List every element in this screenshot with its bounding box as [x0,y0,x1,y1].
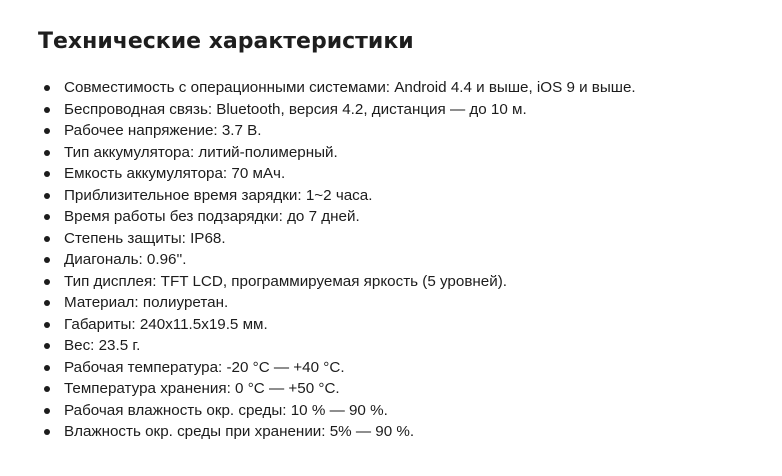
list-item [42,120,777,142]
spec-text: Габариты: 240x11.5x19.5 мм. [64,315,268,333]
list-item [42,335,777,357]
bullet-icon [44,85,50,91]
bullet-icon [44,429,50,435]
list-item [42,206,777,228]
list-item [42,314,777,336]
list-item [42,185,777,207]
bullet-icon [44,322,50,328]
bullet-icon [44,300,50,306]
spec-text: Емкость аккумулятора: 70 мАч. [64,165,286,182]
spec-text: Диагональ: 0.96''. [64,251,187,268]
list-item [42,228,777,250]
list-item [42,163,777,185]
bullet-icon [44,257,50,263]
bullet-icon [44,107,50,113]
spec-text: Тип аккумулятора: литий-полимерный. [64,143,338,161]
bullet-icon [44,150,50,156]
bullet-icon [44,408,50,414]
spec-list [42,77,777,443]
bullet-icon [44,128,50,134]
spec-text: Влажность окр. среды при хранении: 5% — 90 %. [64,423,415,440]
list-item [42,99,777,121]
bullet-icon [44,365,50,371]
bullet-icon [44,214,50,220]
spec-text: Совместимость с операционными системами: Android 4.4 и выше, iOS 9 и выше. [64,79,636,96]
spec-text: Степень защиты: IP68. [64,229,226,247]
bullet-icon [44,343,50,349]
page-title: Технические характеристики [38,29,414,54]
spec-text: Рабочая влажность окр. среды: 10 % — 90 %. [64,401,388,419]
bullet-icon [44,386,50,392]
list-item [42,357,777,379]
spec-text: Тип дисплея: TFT LCD, программируемая яркость (5 уровней). [64,272,507,290]
bullet-icon [44,171,50,177]
list-item [42,292,777,314]
list-item [42,271,777,293]
list-item [42,400,777,422]
bullet-icon [44,193,50,199]
bullet-icon [44,279,50,285]
bullet-icon [44,236,50,242]
list-item [42,378,777,400]
spec-text: Материал: полиуретан. [64,294,229,311]
list-item [42,421,777,443]
list-item [42,77,777,99]
spec-text: Температура хранения: 0 °C — +50 °C. [64,380,340,397]
spec-text: Приблизительное время зарядки: 1~2 часа. [64,186,373,204]
spec-text: Рабочая температура: -20 °C — +40 °C. [64,358,345,376]
spec-text: Время работы без подзарядки: до 7 дней. [64,208,360,225]
spec-text: Беспроводная связь: Bluetooth, версия 4.2, дистанция — до 10 м. [64,100,527,118]
spec-text: Вес: 23.5 г. [64,337,141,354]
list-item [42,142,777,164]
list-item [42,249,777,271]
spec-text: Рабочее напряжение: 3.7 В. [64,122,262,139]
